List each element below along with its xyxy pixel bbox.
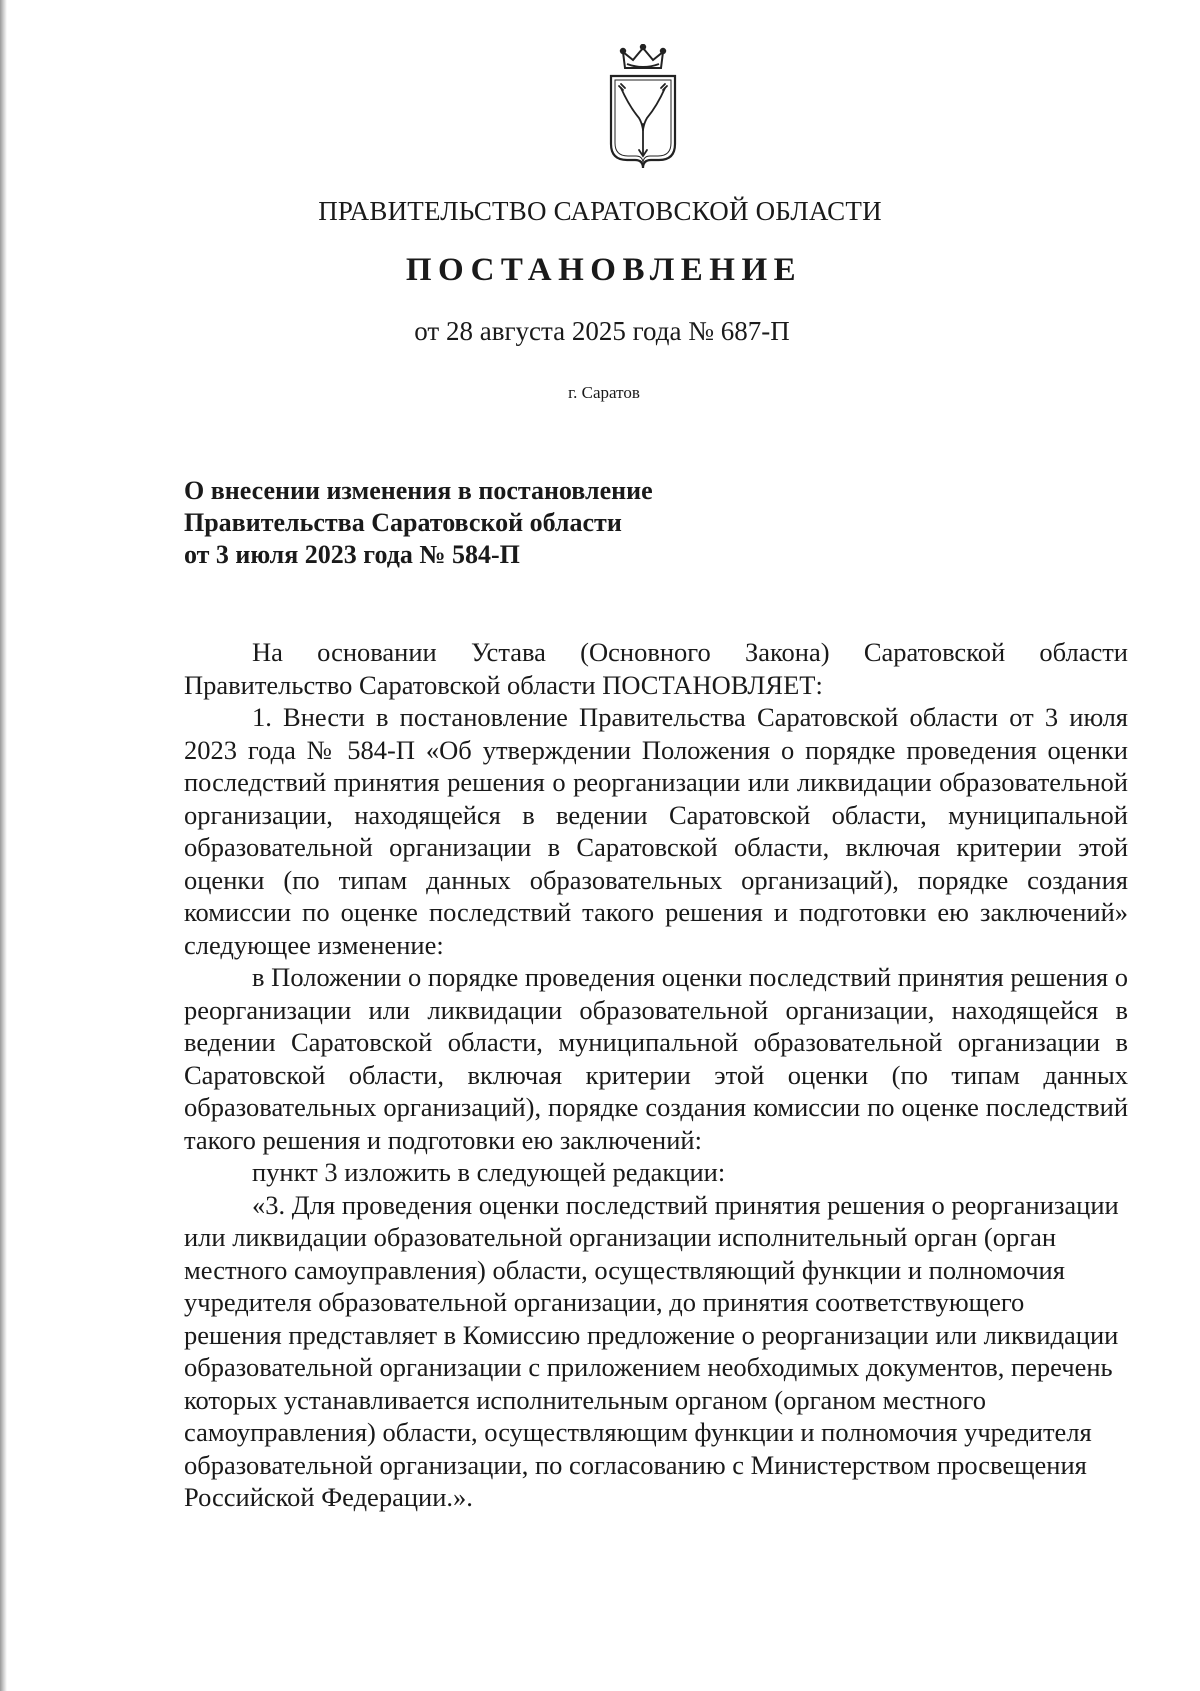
organization-name: ПРАВИТЕЛЬСТВО САРАТОВСКОЙ ОБЛАСТИ: [318, 196, 882, 226]
body-paragraph-regulation: в Положении о порядке проведения оценки последствий принятия решения о реорганизации или ликвидации образовательной организации, находящейся в ведении Саратовской области, муниципальной образовательной организации в Саратовской области, включая критерии этой оценки (по типам данных образовательных организаций), порядке создания комиссии по оценке последствий такого решения и подготовки ею заключений:: [184, 962, 1128, 1155]
body-paragraph-clause-ref: пункт 3 изложить в следующей редакции:: [252, 1157, 726, 1187]
document-subject: [184, 475, 653, 571]
subject-line: О внесении изменения в постановление: [184, 476, 653, 505]
document-city: г. Саратов: [568, 383, 640, 402]
document-date-number: от 28 августа 2025 года № 687-П: [414, 316, 790, 346]
document-body: [184, 636, 1128, 1514]
subject-line: от 3 июля 2023 года № 584-П: [184, 540, 520, 569]
coat-of-arms-icon: [603, 44, 683, 172]
body-paragraph-preamble: На основании Устава (Основного Закона) Саратовской области Правительство Саратовской области ПОСТАНОВЛЯЕТ:: [184, 637, 1128, 700]
document-type: ПОСТАНОВЛЕНИЕ: [405, 252, 803, 288]
subject-line: Правительства Саратовской области: [184, 508, 622, 537]
body-paragraph-clause-3: «3. Для проведения оценки последствий принятия решения о реорганизации или ликвидации образовательной организации исполнительный орган (орган местного самоуправления) области, осуществляющий функции и полномочия учредителя образовательной организации, до принятия соответствующего решения представляет в Комиссию предложение о реорганизации или ликвидации образовательной организации с приложением необходимых документов, перечень которых устанавливается исполнительным органом (органом местного самоуправления) области, осуществляющим функции и полномочия учредителя образовательной организации, по согласованию с Министерством просвещения Российской Федерации.».: [184, 1189, 1119, 1512]
body-paragraph-item-1: 1. Внести в постановление Правительства Саратовской области от 3 июля 2023 года № 584-П «Об утверждении Положения о порядке проведения оценки последствий принятия решения о реорганизации или ликвидации образовательной организации, находящейся в ведении Саратовской области, муниципальной образовательной организации в Саратовской области, включая критерии этой оценки (по типам данных образовательных организаций), порядке создания комиссии по оценке последствий такого решения и подготовки ею заключений» следующее изменение:: [184, 702, 1128, 960]
